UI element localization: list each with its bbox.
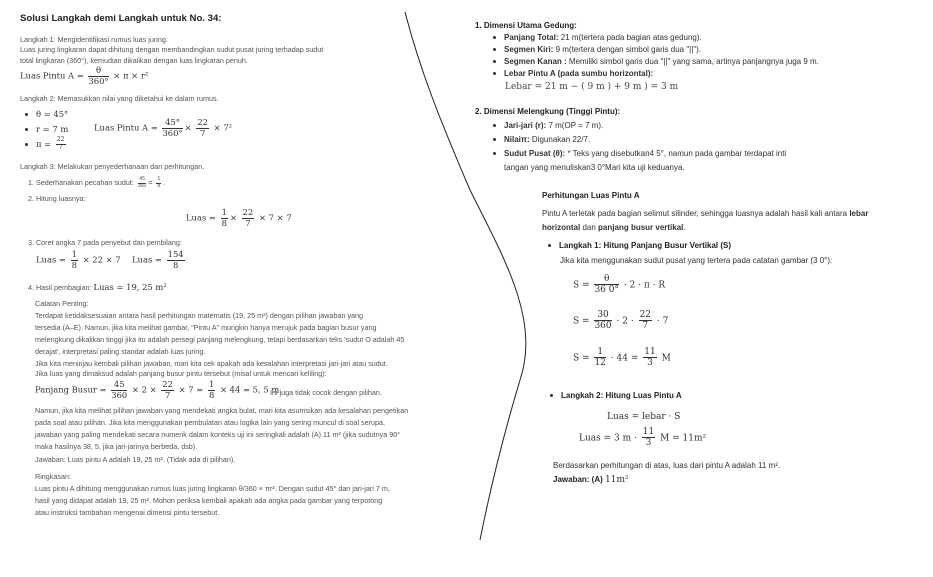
f3-prefix: S = (573, 353, 590, 364)
calc-suffix: × 7 × 7 (258, 212, 292, 223)
item1-den1: 360 (137, 182, 147, 189)
calc-p2-bold2: panjang busur vertikal (598, 223, 684, 232)
step2-substitution: Luas Pintu A = $\frac{45^\circ}{360^\circ}$ × $\frac{22}{7}$ × 7² (94, 117, 233, 138)
s2b1-text: 7 m(OP = 7 m). (548, 121, 604, 130)
sub-den1: 360° (162, 127, 183, 138)
theta-value: θ = 45° (36, 109, 69, 119)
f1-num: θ (594, 274, 619, 285)
f2-mid: · 2 · (616, 316, 634, 327)
item4-text: 4. Hasil pembagian: (28, 283, 92, 292)
item3a-suffix: × 22 × 7 (82, 254, 121, 265)
notes-p3-l4: maka hasilnya 38, 5, jika jari-jarinya berbeda, dsb). (35, 442, 198, 451)
calc-prefix: Luas = (186, 212, 216, 223)
step2-label: Langkah 2: Hitung Luas Pintu A (561, 391, 682, 400)
summary-heading: Ringkasan: (35, 472, 71, 481)
b2-text: 9 m(tertera dengan simbol garis dua "||"). (555, 45, 702, 54)
calc-p2-bold1: horizontal (542, 223, 581, 232)
step3-item2: 2. Hitung luasnya: (28, 194, 86, 203)
pi-prefix: π = (36, 138, 52, 149)
step3-item3: 3. Coret angka 7 pada penyebut dan pembilang: (28, 238, 182, 247)
sec2-b3-cont: tangan yang menuliskan3 0°Mari kita uji keduanya. (504, 163, 685, 172)
item1-text: 1. Sederhanakan pecahan sudut: (28, 178, 134, 188)
calc-p2-mid: dan (582, 223, 596, 232)
b3-label: Segmen Kanan : (504, 57, 567, 66)
item1-num2: 1 (157, 176, 161, 182)
b2-label: Segmen Kiri: (504, 45, 554, 54)
arc-num3: 1 (208, 379, 215, 389)
item4-value: Luas = 19, 25 m² (93, 282, 167, 292)
calc-p1 (542, 209, 868, 218)
f3-num2: 11 (644, 347, 656, 357)
arc-num2: 22 (162, 379, 173, 389)
f1-suffix: · 2 · π · R (623, 280, 666, 291)
b1-label: Panjang Total: (504, 33, 559, 42)
step1-label: Langkah 1: Hitung Panjang Busur Vertikal (S) (559, 241, 732, 250)
f2-prefix: S = (573, 316, 590, 327)
s2b3-label: Sudut Pusat (θ): (504, 149, 566, 158)
arc-suffix: × 44 = 5, 5 m (220, 384, 280, 395)
f5-prefix: Luas = 3 m · (579, 433, 637, 444)
calc-num1: 1 (221, 207, 227, 217)
b3-text: Memiliki simbol garis dua "||" yang sama, artinya panjangnya juga 9 m. (568, 57, 819, 66)
sub-suffix: × 7² (213, 122, 233, 133)
arc-den3: 8 (208, 389, 215, 400)
pi-num: 22 (56, 136, 65, 143)
s2b3-text: * Teks yang disebutkan4 5°, namun pada gambar terdapat inti (567, 149, 787, 158)
arc-den1: 360 (111, 389, 128, 400)
f1-den: 36 0° (594, 285, 619, 296)
formula-prefix: Luas Pintu A = (20, 70, 84, 81)
item3b-den: 8 (172, 259, 179, 270)
item3a-prefix: Luas = (36, 254, 66, 265)
notes-p3-l3: jawaban yang paling mendekati secara numerik dalam konteks uji ini seringkali adalah (A) 11 m² (jika sudutnya 90° (35, 430, 401, 439)
calc-num2: 22 (242, 207, 254, 217)
calc-answer (553, 475, 629, 485)
f2-den2: 7 (642, 321, 649, 332)
step2-heading: Langkah 2: Memasukkan nilai yang diketahui ke dalam rumus. (20, 94, 219, 103)
calc-den2: 7 (245, 217, 251, 228)
notes-arc-note: Ini juga tidak cocok dengan pilihan. (270, 388, 382, 397)
calc-p2-end: . (683, 223, 686, 232)
notes-p3-l1: Namun, jika kita melihat pilihan jawaban yang mendekati angka bulat, mari kita asumsikan ada kesalahan pengetikan (35, 406, 409, 415)
summary-l2: hasil yang didapat adalah 19, 25 m². Mohon periksa kembali apakah ada angka pada gambar yang terpotong (35, 496, 383, 505)
arc-den2: 7 (164, 389, 171, 400)
step3-heading: Langkah 3: Melakukan penyederhanaan dan perhitungan. (20, 162, 205, 171)
notes-answer: Jawaban: Luas pintu A adalah 19, 25 m². (Tidak ada di pilihan). (35, 455, 236, 464)
sub-den2: 7 (199, 127, 206, 138)
arc-mid2: × 7 = (178, 384, 204, 395)
step1-heading: Langkah 1: Mengidentifikasi rumus luas juring. (20, 35, 168, 44)
sec1-b1 (493, 33, 702, 42)
formula-num: θ (88, 66, 108, 77)
notes-heading: Catatan Penting: (35, 299, 89, 308)
b4-label: Lebar Pintu A (pada sumbu horizontal): (504, 69, 654, 78)
notes-p1-l4: derajat', interpretasi paling standar adalah luas juring. (35, 347, 206, 356)
f3-suffix: M (661, 353, 671, 364)
step1-line1: Luas juring lingkaran dapat dihitung dengan membandingkan sudut pusat juring terhadap sudut (20, 45, 324, 54)
formula-s1 (573, 274, 665, 296)
formula-s3 (573, 347, 671, 369)
notes-p1-l1: Terdapat ketidaksesuaian antara hasil perhitungan matematis (19, 25 m²) dengan pilihan jawaban yang (35, 311, 364, 320)
step1-line2: total lingkaran (360°), kemudian dikalikan dengan luas lingkaran penuh. (20, 56, 248, 65)
item1-den2: 8 (157, 182, 161, 189)
sec1-b2 (493, 45, 701, 54)
item3b-num: 154 (167, 249, 184, 259)
f2-num1: 30 (594, 310, 611, 321)
notes-p1-l3: melengkung dikalikan tinggi jika itu adalah persegi panjang melengkung, tetapi berdasarkan teks 'sudut O adalah 45 (35, 335, 405, 344)
radius-value: r = 7 m (36, 124, 69, 134)
sub-prefix: Luas Pintu A = (94, 122, 158, 133)
sec2-heading: 2. Dimensi Melengkung (Tinggi Pintu): (475, 107, 621, 116)
f2-num2: 22 (639, 310, 652, 320)
calc-step1-text: Jika kita menggunakan sudut pusat yang tertera pada catatan gambar (3 0°): (560, 256, 833, 265)
pi-den: 7 (58, 143, 63, 151)
f3-den2: 3 (647, 358, 653, 369)
f5-den: 3 (645, 438, 652, 449)
summary-l3: atau instruksi tambahan mengenai dimensi pintu tersebut. (35, 508, 220, 517)
sec1-b3 (493, 57, 819, 66)
sec2-b1 (493, 121, 603, 130)
f5-num: 11 (642, 427, 655, 437)
f2-suffix: · 7 (656, 316, 669, 327)
formula-den: 360° (88, 75, 109, 86)
f5-suffix: M = 11m² (660, 433, 707, 444)
arc-num1: 45 (111, 380, 127, 391)
sec1-b4 (493, 69, 653, 78)
notes-p2-l2: Jika luas yang dimaksud adalah panjang busur pintu tersebut (misal untuk mencari keliling): (35, 369, 327, 378)
formula-luas: Luas = lebar · S (607, 412, 681, 422)
calc-heading: Perhitungan Luas Pintu A (542, 191, 640, 200)
calc-den1: 8 (221, 217, 227, 228)
calc-conclusion: Berdasarkan perhitungan di atas, luas dari pintu A adalah 11 m². (553, 461, 781, 470)
arc-mid: × 2 × (131, 384, 157, 395)
b1-text: 21 m(tertera pada bagian atas gedung). (560, 33, 702, 42)
solution-title: Solusi Langkah demi Langkah untuk No. 34: (20, 13, 222, 24)
calc-p1-text: Pintu A terletak pada bagian selimut silinder, sehingga luasnya adalah hasil kali antara (542, 209, 848, 218)
item3a-num: 1 (71, 249, 77, 259)
s2b2-text: Digunakan 22/7. (531, 135, 591, 144)
sub-num2: 22 (197, 117, 208, 127)
sec1-heading: 1. Dimensi Utama Gedung: (475, 21, 577, 30)
calc-step2 (550, 391, 682, 400)
item3b-prefix: Luas = (132, 254, 162, 265)
notes-p3-l2: pada soal atau pilihan. Jika kita menggunakan pembulatan atau logika lain yang sering muncul di soal serupa, (35, 418, 386, 427)
notes-p1-l2: tersedia (A–E). Namun, jika kita melihat gambar, "Pintu A" mungkin hanya merujuk pada bagian busur yang (35, 323, 377, 332)
item3a-den: 8 (71, 259, 77, 270)
step3-item1: 1. Sederhanakan pecahan sudut: $\frac{45}{360}$ = $\frac{1}{8}$ . (28, 176, 166, 189)
step3-calc: Luas = $\frac{1}{8}$ × $\frac{22}{7}$ × 7 × 7 (186, 207, 292, 228)
calc-p2 (542, 223, 686, 232)
formula-suffix: × π × r² (113, 70, 149, 81)
sub-num1: 45° (162, 118, 182, 129)
f3-den1: 12 (594, 358, 606, 369)
answer-label: Jawaban: (A) (553, 475, 603, 484)
sec2-b2 (493, 135, 590, 144)
calc-p1-bold: lebar (849, 209, 869, 218)
s2b1-label: Jari-jari (r): (504, 121, 547, 130)
f3-num1: 1 (594, 347, 605, 358)
s2b2-label: Nilaiπ: (504, 135, 530, 144)
calc-step1 (548, 241, 731, 250)
item1-num1: 45 (139, 176, 145, 182)
arc-prefix: Panjang Busur = (35, 384, 107, 395)
f3-mid: · 44 = (610, 353, 639, 364)
formula-luas-result (579, 427, 706, 449)
f1-prefix: S = (573, 280, 590, 291)
sec1-b4-formula: Lebar = 21 m − ( 9 m ) + 9 m ) = 3 m (505, 82, 679, 92)
summary-l1: Luas pintu A dihitung menggunakan rumus luas juring lingkaran θ/360 × πr². Dengan sudut 45° dan jari-jari 7 m, (35, 484, 390, 493)
formula-s2 (573, 310, 668, 332)
f2-den1: 360 (594, 321, 612, 332)
answer-value: 11m² (605, 475, 629, 485)
sec2-b3 (493, 149, 786, 158)
notes-p2-l1: Jika kita meninjau kembali pilihan jawaban, mari kita cek apakah ada kesalahan interpretasi jari-jari atau sudut. (35, 359, 388, 368)
